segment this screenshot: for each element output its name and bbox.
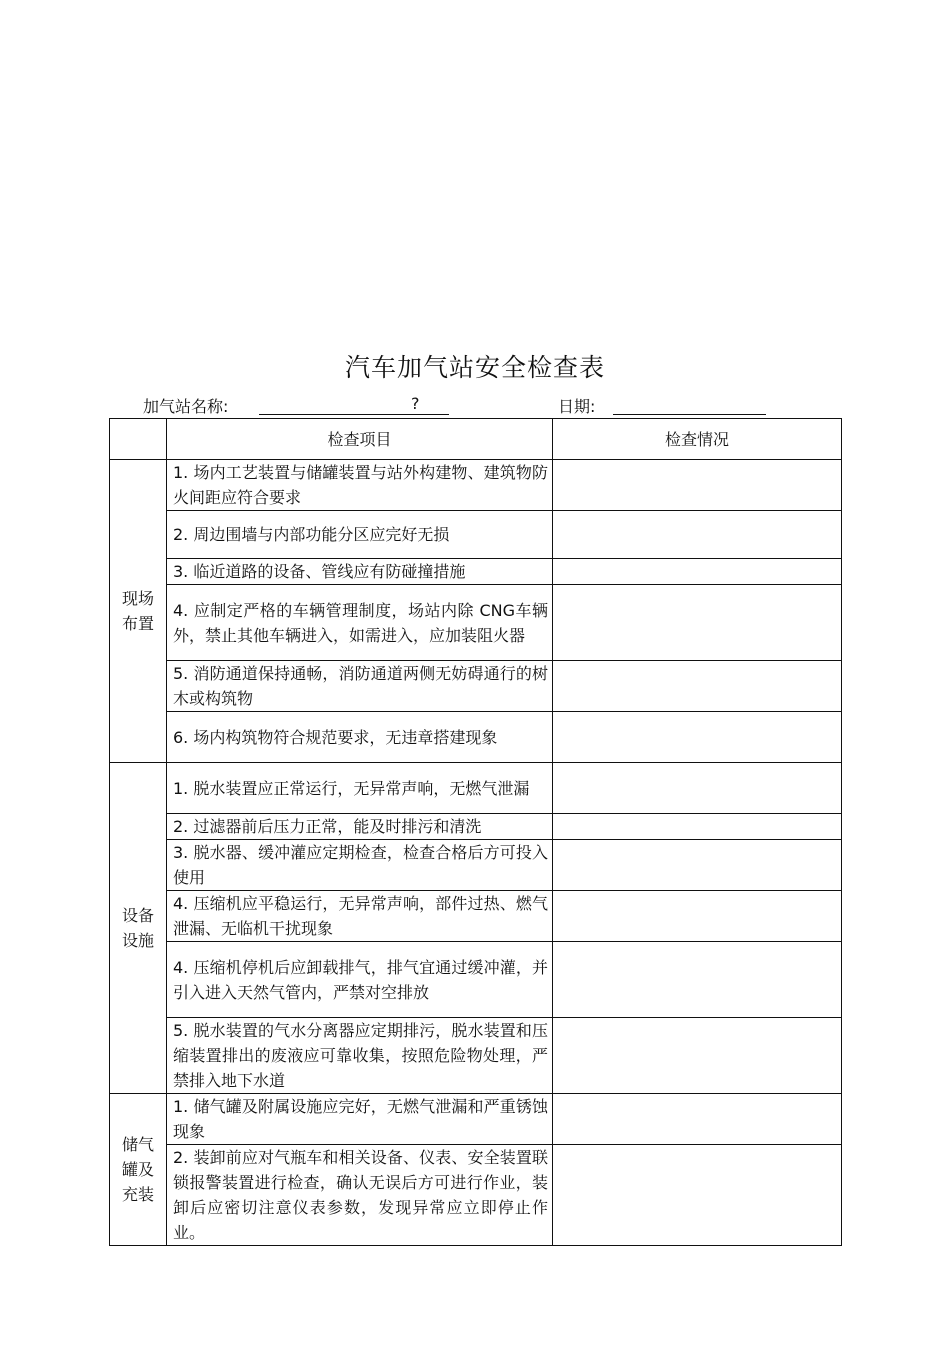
table-row: [110, 1018, 842, 1094]
check-item: 2. 周边围墙与内部功能分区应完好无损: [167, 511, 553, 559]
check-result-cell[interactable]: [553, 1018, 842, 1094]
check-result-cell[interactable]: [553, 511, 842, 559]
check-result-cell[interactable]: [553, 559, 842, 585]
check-result-cell[interactable]: [553, 763, 842, 814]
check-item: 4. 应制定严格的车辆管理制度，场站内除 CNG车辆外，禁止其他车辆进入，如需进入，应加装阻火器: [167, 585, 553, 661]
form-meta: [143, 394, 843, 418]
check-item: 2. 装卸前应对气瓶车和相关设备、仪表、安全装置联锁报警装置进行检查，确认无误后方可进行作业，装卸后应密切注意仪表参数，发现异常应立即停止作业。: [167, 1145, 553, 1246]
check-result-cell[interactable]: [553, 460, 842, 511]
table-row: [110, 891, 842, 942]
table-row: [110, 661, 842, 712]
station-name-label: 加气站名称:: [143, 397, 229, 416]
check-item: 1. 脱水装置应正常运行，无异常声响，无燃气泄漏: [167, 763, 553, 814]
table-row: [110, 1145, 842, 1246]
page-title: 汽车加气站安全检查表: [344, 353, 605, 382]
check-result-cell[interactable]: [553, 585, 842, 661]
table-row: [110, 585, 842, 661]
check-result-cell[interactable]: [553, 840, 842, 891]
inspection-table: [109, 418, 842, 1246]
check-item: 5. 消防通道保持通畅，消防通道两侧无妨碍通行的树木或构筑物: [167, 661, 553, 712]
table-row: [110, 763, 842, 814]
table-row: [110, 840, 842, 891]
date-label: 日期:: [558, 397, 596, 416]
check-result-cell[interactable]: [553, 1094, 842, 1145]
station-name-field[interactable]: [259, 394, 449, 415]
table-row: [110, 559, 842, 585]
station-name-value: ?: [411, 394, 420, 413]
header-category: [110, 419, 167, 460]
header-check-item: 检查项目: [167, 419, 553, 460]
check-item: 2. 过滤器前后压力正常，能及时排污和清洗: [167, 814, 553, 840]
table-row: [110, 511, 842, 559]
table-row: [110, 460, 842, 511]
check-result-cell[interactable]: [553, 661, 842, 712]
check-item: 4. 压缩机停机后应卸载排气，排气宜通过缓冲灌，并引入进入天然气管内，严禁对空排放: [167, 942, 553, 1018]
check-result-cell[interactable]: [553, 814, 842, 840]
date-field[interactable]: [613, 394, 766, 415]
check-result-cell[interactable]: [553, 942, 842, 1018]
check-item: 1. 储气罐及附属设施应完好，无燃气泄漏和严重锈蚀现象: [167, 1094, 553, 1145]
table-row: [110, 1094, 842, 1145]
check-item: 5. 脱水装置的气水分离器应定期排污，脱水装置和压缩装置排出的废液应可靠收集，按照危险物处理，严禁排入地下水道: [167, 1018, 553, 1094]
category-equipment: 设备设施: [110, 763, 167, 1094]
table-row: [110, 712, 842, 763]
check-result-cell[interactable]: [553, 891, 842, 942]
check-item: 1. 场内工艺装置与储罐装置与站外构建物、建筑物防火间距应符合要求: [167, 460, 553, 511]
check-item: 4. 压缩机应平稳运行，无异常声响，部件过热、燃气泄漏、无临机干扰现象: [167, 891, 553, 942]
check-item: 3. 临近道路的设备、管线应有防碰撞措施: [167, 559, 553, 585]
check-result-cell[interactable]: [553, 712, 842, 763]
check-result-cell[interactable]: [553, 1145, 842, 1246]
table-header-row: [110, 419, 842, 460]
category-site-layout: 现场布置: [110, 460, 167, 763]
check-item: 6. 场内构筑物符合规范要求，无违章搭建现象: [167, 712, 553, 763]
category-storage-filling: 储气罐及充装: [110, 1094, 167, 1246]
table-row: [110, 942, 842, 1018]
table-row: [110, 814, 842, 840]
header-check-result: 检查情况: [553, 419, 842, 460]
check-item: 3. 脱水器、缓冲灌应定期检查，检查合格后方可投入使用: [167, 840, 553, 891]
